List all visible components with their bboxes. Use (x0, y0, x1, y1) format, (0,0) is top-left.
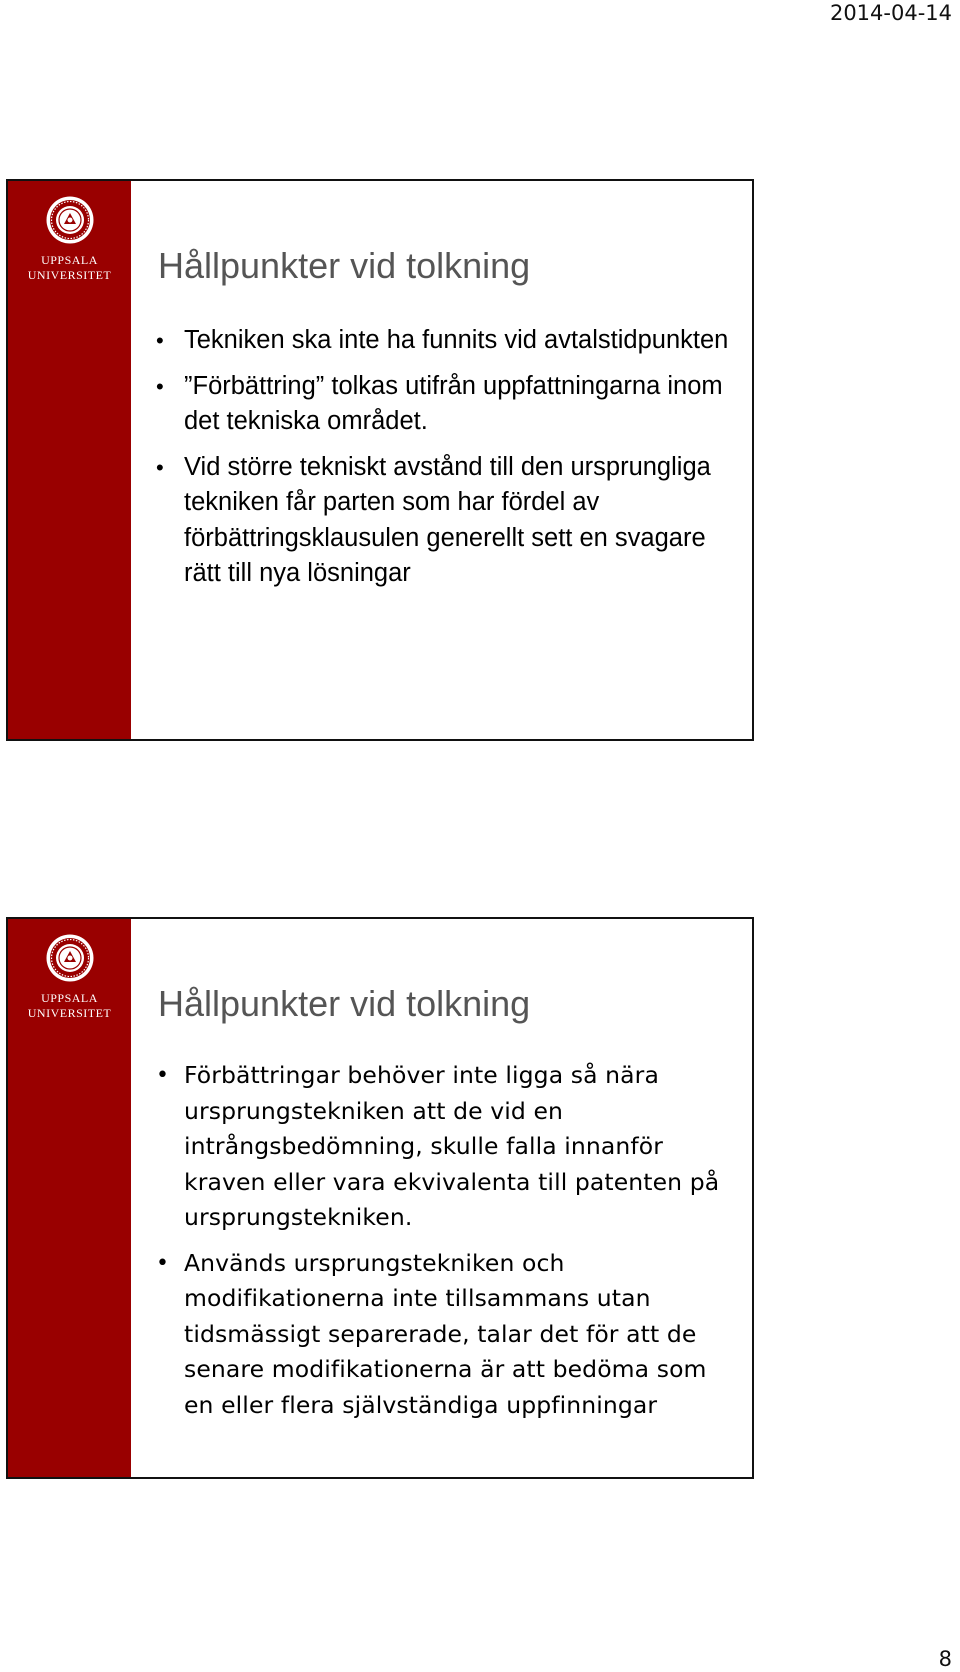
university-logo (8, 195, 131, 283)
bullet-text: Vid större tekniskt avstånd till den ursprungliga tekniken får parten som har fördel av förbättringsklausulen generellt sett en svagare rätt till nya lösningar (184, 452, 711, 587)
logo-line-1: UPPSALA (41, 253, 98, 267)
bullet-icon: • (156, 1250, 170, 1276)
logo-line-2: UNIVERSITET (27, 268, 112, 282)
bullet-list (156, 1058, 729, 1433)
bullet-item (156, 369, 729, 440)
bullet-item (156, 1058, 729, 1236)
university-seal-icon (45, 195, 95, 245)
slide-1 (6, 179, 754, 741)
university-logo (8, 933, 131, 1021)
bullet-text: ”Förbättring” tolkas utifrån uppfattningarna inom det tekniska området. (184, 371, 723, 435)
bullet-text: Förbättringar behöver inte ligga så nära ursprungstekniken att de vid en intrångsbedömning, skulle falla innanför kraven eller vara ekvivalenta till patenten på ursprungstekniken. (184, 1061, 720, 1231)
bullet-text: Tekniken ska inte ha funnits vid avtalstidpunkten (184, 326, 729, 354)
university-seal-icon (45, 933, 95, 983)
slide-2 (6, 917, 754, 1479)
page-date: 2014-04-14 (829, 1, 952, 25)
slide-title: Hållpunkter vid tolkning (158, 245, 531, 286)
bullet-icon: • (156, 1063, 170, 1088)
logo-line-2: UNIVERSITET (27, 1006, 112, 1020)
page-number: 8 (938, 1647, 952, 1671)
slide-sidebar (8, 181, 131, 739)
slide-sidebar (8, 919, 131, 1477)
bullet-item (156, 1246, 729, 1424)
bullet-text: Används ursprungstekniken och modifikationerna inte tillsammans utan tidsmässigt separerade, talar det för att de senare modifikationerna är att bedöma som en eller flera självständiga uppfinningar (184, 1248, 707, 1419)
bullet-item (156, 450, 729, 592)
bullet-list (156, 323, 729, 602)
logo-line-1: UPPSALA (41, 991, 98, 1005)
bullet-icon: • (156, 328, 164, 353)
bullet-item (156, 323, 729, 359)
bullet-icon: • (156, 454, 164, 480)
bullet-icon: • (156, 373, 164, 399)
slide-title: Hållpunkter vid tolkning (158, 983, 531, 1024)
